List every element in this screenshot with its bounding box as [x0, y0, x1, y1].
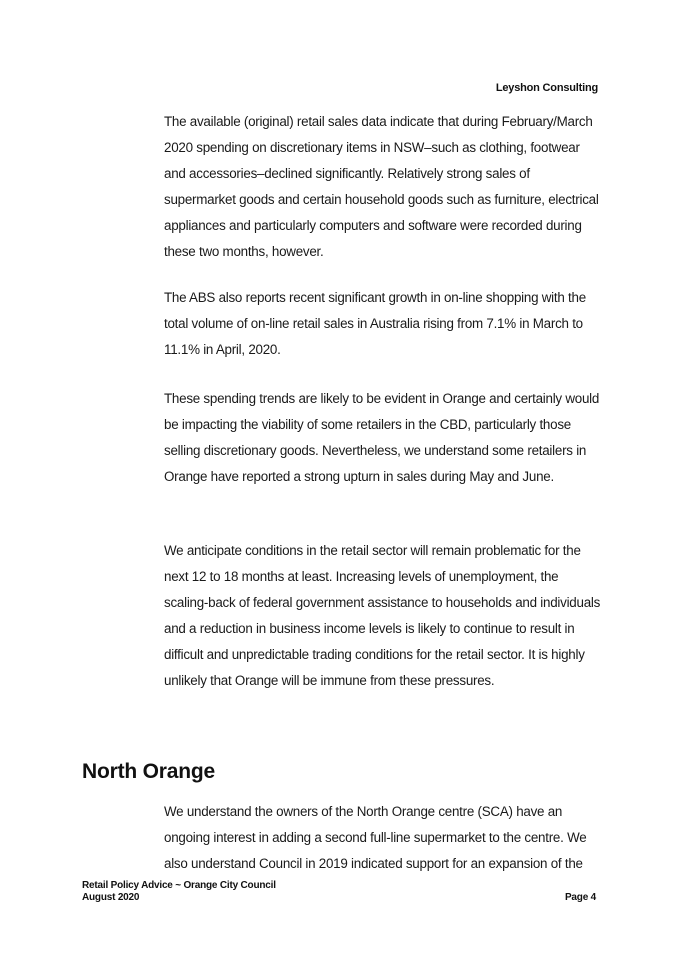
section-heading-north-orange: North Orange	[82, 760, 215, 783]
footer-info	[82, 880, 276, 904]
paragraph-retail-outlook: We anticipate conditions in the retail sector will remain problematic for the next 12 to 18 months at least. Increasing levels of unemployment, the scaling-back of federal government assistance to households and individuals and a reduction in business income levels is likely to continue to result in difficult and unpredictable trading conditions for the retail sector. It is highly unlikely that Orange will be immune from these pressures.	[164, 543, 601, 688]
paragraph-north-orange: We understand the owners of the North Orange centre (SCA) have an ongoing interest in adding a second full-line supermarket to the centre. We also understand Council in 2019 indicated support for an expansion of the	[164, 804, 587, 871]
paragraph-spending-trends: These spending trends are likely to be evident in Orange and certainly would be impacting the viability of some retailers in the CBD, particularly those selling discretionary goods. Nevertheless, we understand some retailers in Orange have reported a strong upturn in sales during May and June.	[164, 391, 600, 484]
footer-date: August 2020	[82, 892, 140, 903]
paragraph-online-shopping: The ABS also reports recent significant growth in on-line shopping with the total volume of on-line retail sales in Australia rising from 7.1% in March to 11.1% in April, 2020.	[164, 290, 586, 357]
footer-report-title: Retail Policy Advice ~ Orange City Council	[82, 880, 276, 891]
running-header: Leyshon Consulting	[495, 82, 598, 94]
paragraph-retail-sales-data: The available (original) retail sales data indicate that during February/March 2020 spending on discretionary items in NSW–such as clothing, footwear and accessories–declined significantly. Relatively strong sales of supermarket goods and certain household goods such as furniture, electrical appliances and particularly computers and software were recorded during these two months, however.	[164, 114, 599, 259]
page-number: Page 4	[564, 892, 596, 903]
